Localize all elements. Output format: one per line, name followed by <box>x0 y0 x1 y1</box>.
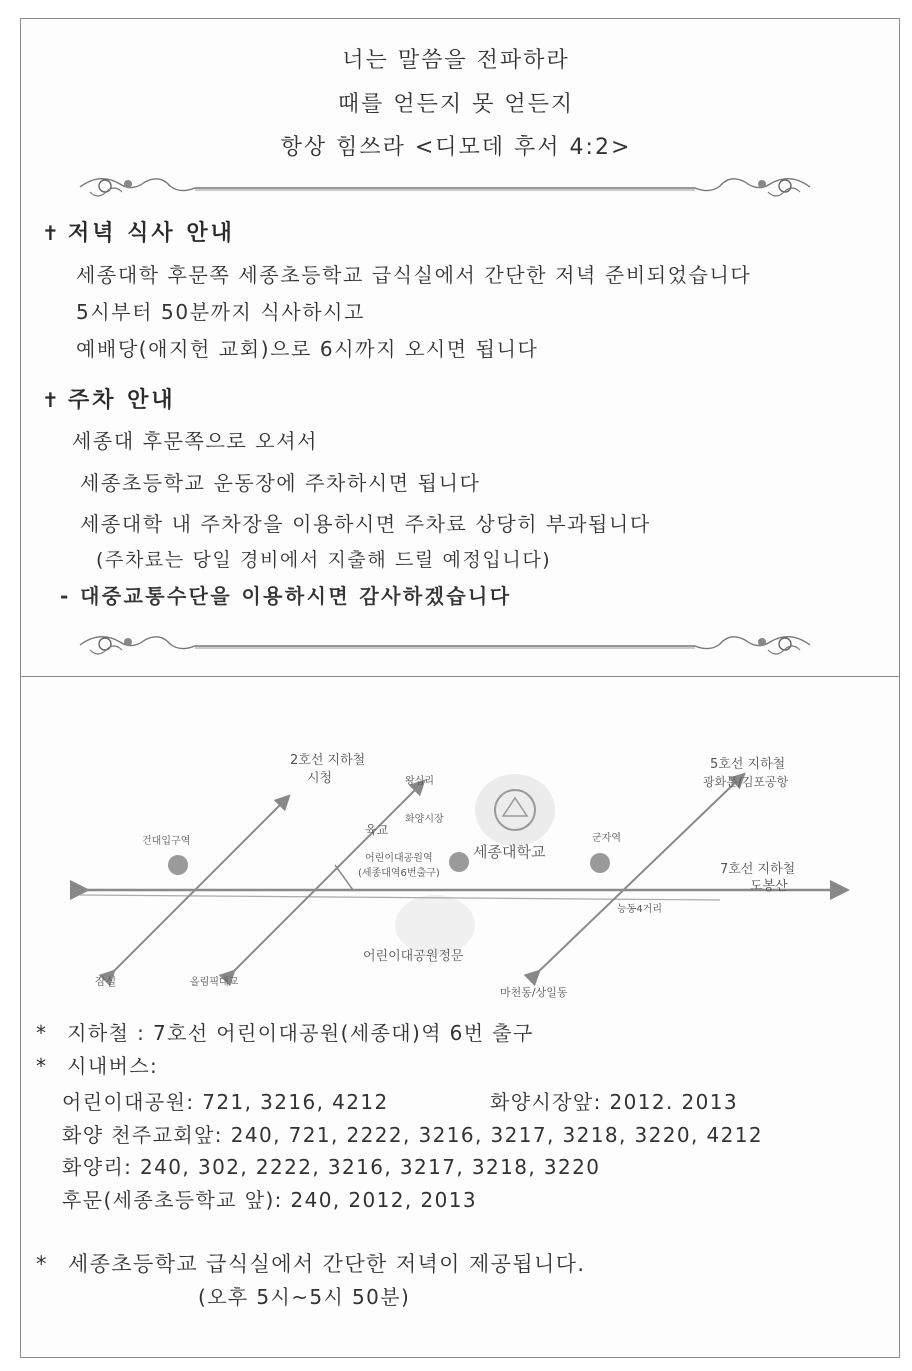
dinner-note-row <box>36 1248 585 1278</box>
dinner-time: (오후 5시~5시 50분) <box>198 1285 411 1309</box>
dinner-line-2: 5시부터 50분까지 식사하시고 <box>76 300 366 324</box>
park-area <box>395 895 475 955</box>
bus-line-5: 후문(세종초등학교 앞): 240, 2012, 2013 <box>62 1188 477 1212</box>
fold-line <box>20 676 900 677</box>
dinner-line-1: 세종대학 후문쪽 세종초등학교 급식실에서 간단한 저녁 준비되었습니다 <box>76 263 752 287</box>
childrens-park-station-label-2: (세종대역6번출구) <box>358 868 440 879</box>
ornament-divider <box>70 630 820 660</box>
parking-line-3: 세종대학 내 주차장을 이용하시면 주차료 상당히 부과됩니다 <box>80 512 651 536</box>
bus-title: 시내버스: <box>67 1054 159 1078</box>
parking-line-1: 세종대 후문쪽으로 오셔서 <box>72 429 319 453</box>
verse-line-3: 항상 힘쓰라 <디모데 후서 4:2> <box>280 135 632 160</box>
neungdong-label: 능동4거리 <box>617 904 663 915</box>
parking-heading <box>42 383 176 414</box>
line2-label-2: 시청 <box>307 771 333 786</box>
childrens-park-gate-label: 어린이대공원정문 <box>363 949 464 964</box>
parking-title: 주차 안내 <box>68 388 176 413</box>
verse-line-2: 때를 얻든지 못 얻든지 <box>337 92 575 117</box>
bus-line-3: 화양 천주교회앞: 240, 721, 2222, 3216, 3217, 3218, 3220, 4212 <box>62 1123 764 1147</box>
hwayang-market-label: 화양시장 <box>405 814 444 825</box>
bus-line-2: 화양시장앞: 2012. 2013 <box>490 1090 739 1114</box>
konkuk-station-marker <box>168 855 188 875</box>
cross-icon: ✝ <box>42 388 62 412</box>
bus-title-row <box>36 1050 158 1079</box>
star-marker: * <box>36 1021 48 1045</box>
line5-road <box>535 778 740 975</box>
jamsil-label: 잠실 <box>95 975 117 988</box>
location-map <box>60 740 860 1010</box>
star-marker: * <box>36 1252 48 1276</box>
star-marker: * <box>36 1054 48 1078</box>
subway-row <box>36 1017 534 1046</box>
parking-line-5: - 대중교통수단을 이용하시면 감사하겠습니다 <box>60 584 512 608</box>
parking-line-2: 세종초등학교 운동장에 주차하시면 됩니다 <box>80 471 481 495</box>
dinner-title: 저녁 식사 안내 <box>68 221 235 246</box>
parking-line-4: (주차료는 당일 경비에서 지출해 드릴 예정입니다) <box>96 549 552 571</box>
verse-line-1: 너는 말씀을 전파하라 <box>342 48 570 73</box>
side-road <box>80 895 720 900</box>
line7-label-1: 7호선 지하철 <box>720 862 796 877</box>
sejong-campus-area <box>475 774 555 846</box>
dinner-note: 세종초등학교 급식실에서 간단한 저녁이 제공됩니다. <box>67 1252 586 1276</box>
konkuk-station-label: 건대입구역 <box>142 836 191 847</box>
wangsimni-road <box>230 785 420 975</box>
line7-label-2: 도봉산 <box>750 879 788 894</box>
dinner-heading <box>42 216 235 247</box>
macheon-label: 마천동/상일동 <box>500 986 568 999</box>
bus-line-1: 어린이대공원: 721, 3216, 4212 <box>62 1090 389 1114</box>
line5-label-1: 5호선 지하철 <box>710 757 786 772</box>
line5-label-2: 광화문/김포공항 <box>703 775 789 789</box>
sejong-univ-label: 세종대학교 <box>473 843 546 861</box>
cross-icon: ✝ <box>42 221 62 245</box>
line2-label-1: 2호선 지하철 <box>290 753 366 768</box>
wangsimni-label: 왕십리 <box>405 776 434 787</box>
subway-info: 지하철 : 7호선 어린이대공원(세종대)역 6번 출구 <box>67 1021 534 1045</box>
olympic-bridge-label: 올림픽대교 <box>190 977 239 988</box>
childrens-park-station-label-1: 어린이대공원역 <box>365 853 433 864</box>
bus-line-4: 화양리: 240, 302, 2222, 3216, 3217, 3218, 3220 <box>62 1155 601 1179</box>
dinner-line-3: 예배당(애지헌 교회)으로 6시까지 오시면 됩니다 <box>76 337 539 361</box>
gunja-station-marker <box>590 853 610 873</box>
childrens-park-station-marker <box>449 852 469 872</box>
yukgyo-label: 육교 <box>365 823 389 837</box>
line2-road <box>110 800 285 975</box>
gunja-station-label: 군자역 <box>592 833 621 844</box>
ornament-divider <box>70 172 820 202</box>
